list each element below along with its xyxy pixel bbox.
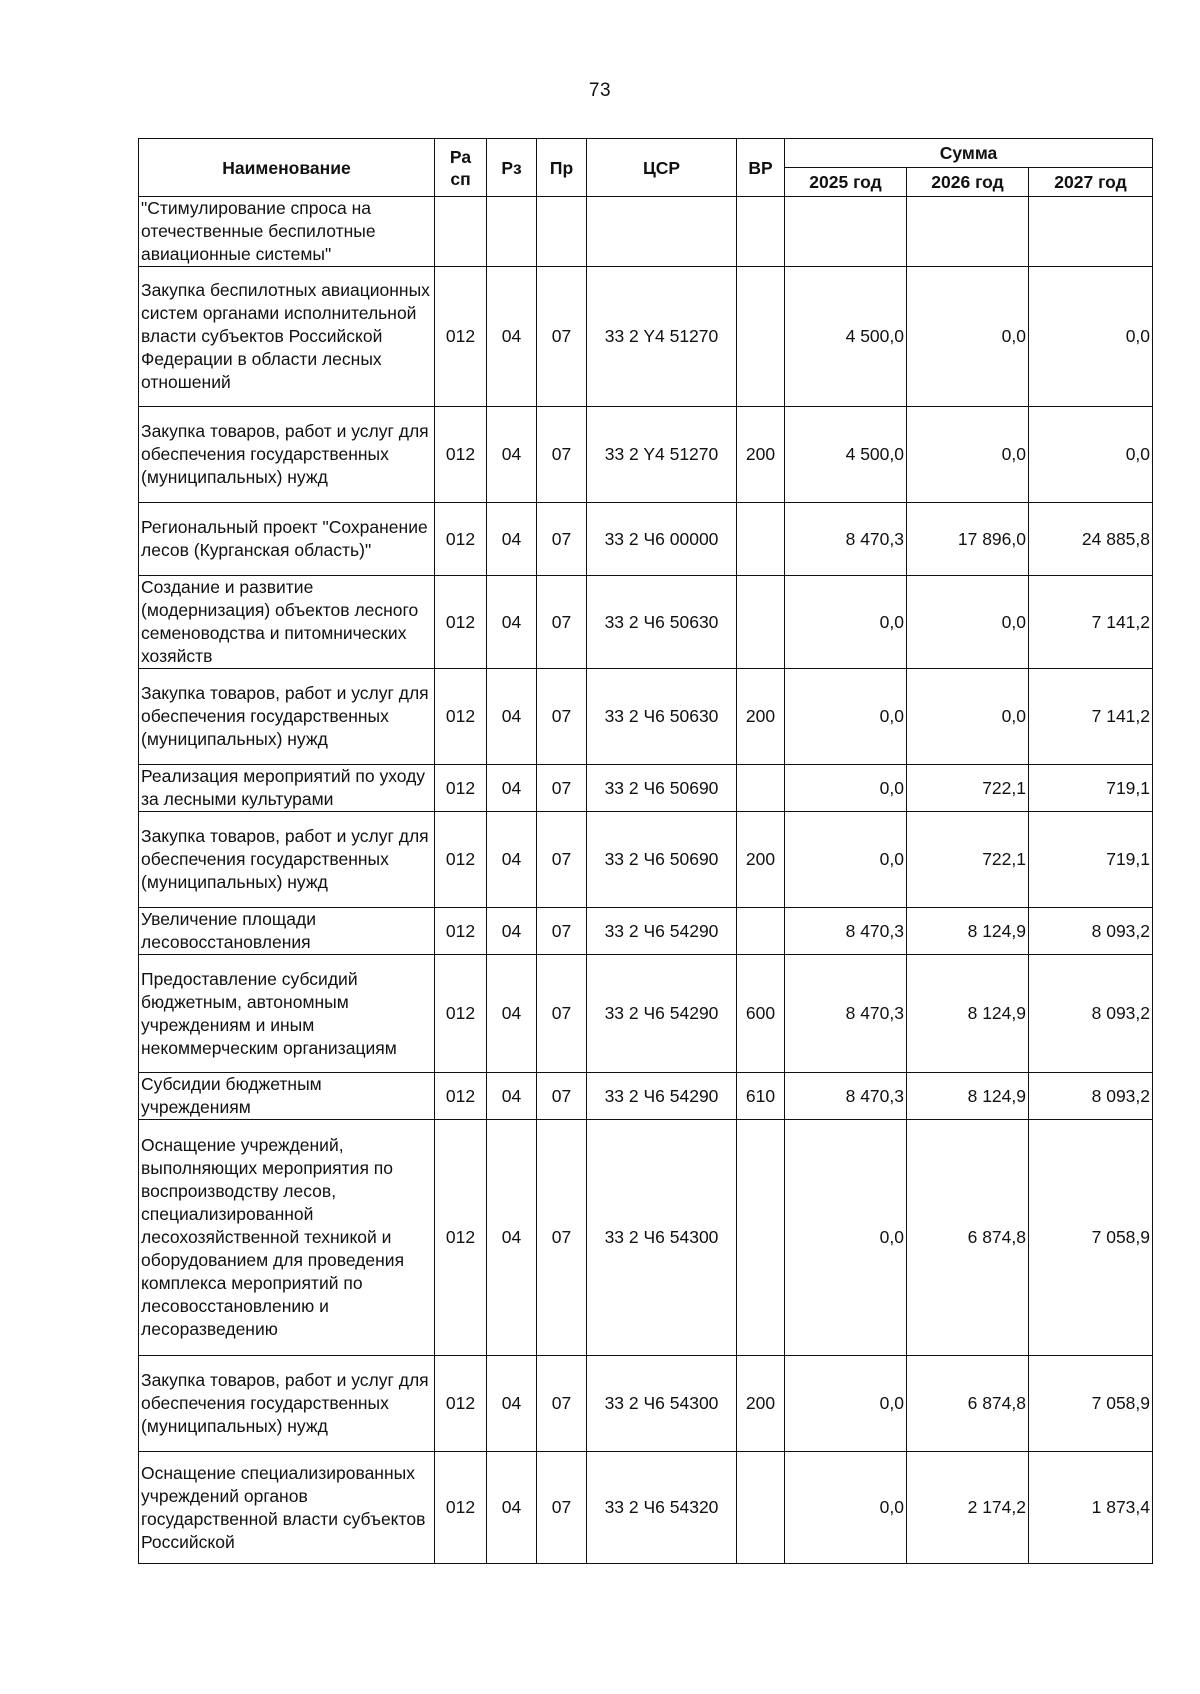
- row-vr: 200: [737, 669, 785, 765]
- table-row: [139, 1356, 1153, 1452]
- row-pr: 07: [537, 1120, 587, 1356]
- row-rasp: 012: [435, 267, 487, 407]
- header-sum: Сумма: [785, 139, 1153, 168]
- row-name: Закупка товаров, работ и услуг для обеспечения государственных (муниципальных) нужд: [139, 1356, 435, 1452]
- row-sum-2027: 0,0: [1029, 267, 1153, 407]
- header-year-2025: 2025 год: [785, 168, 907, 197]
- row-csr: [587, 197, 737, 267]
- row-vr: 200: [737, 1356, 785, 1452]
- row-name: Увеличение площади лесовосстановления: [139, 908, 435, 955]
- table-row: [139, 812, 1153, 908]
- row-vr: [737, 908, 785, 955]
- row-sum-2026: 0,0: [907, 576, 1029, 669]
- row-vr: [737, 1452, 785, 1564]
- row-name: Субсидии бюджетным учреждениям: [139, 1073, 435, 1120]
- row-name: Закупка товаров, работ и услуг для обеспечения государственных (муниципальных) нужд: [139, 669, 435, 765]
- row-sum-2025: 8 470,3: [785, 955, 907, 1073]
- row-vr: [737, 267, 785, 407]
- row-sum-2026: 8 124,9: [907, 908, 1029, 955]
- row-csr: 33 2 Ч6 54300: [587, 1356, 737, 1452]
- row-rasp: 012: [435, 1356, 487, 1452]
- page-number: 73: [588, 80, 612, 101]
- row-sum-2025: 0,0: [785, 1356, 907, 1452]
- table-body: [139, 197, 1153, 1564]
- row-sum-2027: 24 885,8: [1029, 503, 1153, 576]
- row-vr: [737, 576, 785, 669]
- row-csr: 33 2 Ч6 50630: [587, 669, 737, 765]
- row-rasp: 012: [435, 407, 487, 503]
- table-row: [139, 669, 1153, 765]
- header-year-2026: 2026 год: [907, 168, 1029, 197]
- row-sum-2025: 0,0: [785, 669, 907, 765]
- row-rasp: 012: [435, 503, 487, 576]
- row-sum-2026: 0,0: [907, 267, 1029, 407]
- row-rz: 04: [487, 1073, 537, 1120]
- row-name: Создание и развитие (модернизация) объектов лесного семеноводства и питомнических хозяйств: [139, 576, 435, 669]
- row-sum-2027: 8 093,2: [1029, 1073, 1153, 1120]
- row-pr: 07: [537, 908, 587, 955]
- row-rz: 04: [487, 407, 537, 503]
- row-rasp: 012: [435, 1073, 487, 1120]
- row-name: Оснащение учреждений, выполняющих мероприятия по воспроизводству лесов, специализированной лесохозяйственной техникой и оборудованием для проведения комплекса мероприятий по лесовосстановлению и лесоразведению: [139, 1120, 435, 1356]
- row-sum-2026: 0,0: [907, 669, 1029, 765]
- row-sum-2025: 4 500,0: [785, 267, 907, 407]
- row-sum-2025: 4 500,0: [785, 407, 907, 503]
- table-row: [139, 407, 1153, 503]
- row-pr: 07: [537, 576, 587, 669]
- row-vr: [737, 765, 785, 812]
- row-rz: 04: [487, 267, 537, 407]
- row-sum-2025: 8 470,3: [785, 908, 907, 955]
- row-rz: 04: [487, 812, 537, 908]
- row-csr: 33 2 Ч6 50690: [587, 765, 737, 812]
- row-name: Оснащение специализированных учреждений органов государственной власти субъектов Российской: [139, 1452, 435, 1564]
- row-csr: 33 2 Ч6 54290: [587, 908, 737, 955]
- row-csr: 33 2 Y4 51270: [587, 407, 737, 503]
- row-csr: 33 2 Ч6 54320: [587, 1452, 737, 1564]
- row-sum-2027: 0,0: [1029, 407, 1153, 503]
- row-rasp: 012: [435, 908, 487, 955]
- header-csr: ЦСР: [587, 139, 737, 197]
- row-pr: 07: [537, 955, 587, 1073]
- row-sum-2026: 722,1: [907, 765, 1029, 812]
- row-rz: 04: [487, 1120, 537, 1356]
- row-sum-2027: 8 093,2: [1029, 908, 1153, 955]
- row-sum-2027: 7 141,2: [1029, 576, 1153, 669]
- row-rz: [487, 197, 537, 267]
- row-sum-2025: 0,0: [785, 1120, 907, 1356]
- row-sum-2026: 6 874,8: [907, 1120, 1029, 1356]
- row-sum-2027: 7 058,9: [1029, 1120, 1153, 1356]
- row-rz: 04: [487, 503, 537, 576]
- row-csr: 33 2 Ч6 50630: [587, 576, 737, 669]
- header-year-2027: 2027 год: [1029, 168, 1153, 197]
- row-sum-2027: 719,1: [1029, 812, 1153, 908]
- row-csr: 33 2 Ч6 50690: [587, 812, 737, 908]
- header-rasp-line2: сп: [450, 168, 471, 189]
- header-rz: Рз: [487, 139, 537, 197]
- row-pr: 07: [537, 1356, 587, 1452]
- header-rasp: [435, 139, 487, 197]
- row-pr: [537, 197, 587, 267]
- row-pr: 07: [537, 407, 587, 503]
- row-rasp: 012: [435, 576, 487, 669]
- row-csr: 33 2 Ч6 54300: [587, 1120, 737, 1356]
- row-sum-2026: 8 124,9: [907, 1073, 1029, 1120]
- row-vr: 600: [737, 955, 785, 1073]
- row-name: Закупка товаров, работ и услуг для обеспечения государственных (муниципальных) нужд: [139, 812, 435, 908]
- row-sum-2025: 0,0: [785, 1452, 907, 1564]
- row-sum-2027: 719,1: [1029, 765, 1153, 812]
- table-row: [139, 955, 1153, 1073]
- row-name: Региональный проект "Сохранение лесов (Курганская область)": [139, 503, 435, 576]
- row-sum-2026: 722,1: [907, 812, 1029, 908]
- row-pr: 07: [537, 669, 587, 765]
- row-vr: [737, 503, 785, 576]
- row-rz: 04: [487, 576, 537, 669]
- row-csr: 33 2 Ч6 54290: [587, 955, 737, 1073]
- table-row: [139, 267, 1153, 407]
- header-rasp-line1: Ра: [449, 146, 472, 167]
- row-csr: 33 2 Ч6 54290: [587, 1073, 737, 1120]
- row-csr: 33 2 Y4 51270: [587, 267, 737, 407]
- row-vr: 610: [737, 1073, 785, 1120]
- table-row: [139, 765, 1153, 812]
- row-pr: 07: [537, 1452, 587, 1564]
- row-vr: 200: [737, 812, 785, 908]
- row-sum-2025: 8 470,3: [785, 1073, 907, 1120]
- table-row: [139, 197, 1153, 267]
- row-rz: 04: [487, 955, 537, 1073]
- row-csr: 33 2 Ч6 00000: [587, 503, 737, 576]
- row-name: Закупка беспилотных авиационных систем органами исполнительной власти субъектов Российской Федерации в области лесных отношений: [139, 267, 435, 407]
- row-rz: 04: [487, 765, 537, 812]
- row-sum-2027: 1 873,4: [1029, 1452, 1153, 1564]
- row-name: Предоставление субсидий бюджетным, автономным учреждениям и иным некоммерческим организациям: [139, 955, 435, 1073]
- row-rasp: 012: [435, 1120, 487, 1356]
- table-row: [139, 908, 1153, 955]
- row-sum-2025: 0,0: [785, 812, 907, 908]
- row-rasp: 012: [435, 1452, 487, 1564]
- header-pr: Пр: [537, 139, 587, 197]
- row-sum-2027: 8 093,2: [1029, 955, 1153, 1073]
- row-sum-2026: 6 874,8: [907, 1356, 1029, 1452]
- budget-table: [138, 138, 1153, 1564]
- row-sum-2027: 7 058,9: [1029, 1356, 1153, 1452]
- row-rasp: 012: [435, 955, 487, 1073]
- row-sum-2025: 0,0: [785, 576, 907, 669]
- row-pr: 07: [537, 267, 587, 407]
- row-sum-2025: 8 470,3: [785, 503, 907, 576]
- row-sum-2027: [1029, 197, 1153, 267]
- header-vr: ВР: [737, 139, 785, 197]
- table-row: [139, 1073, 1153, 1120]
- row-rasp: [435, 197, 487, 267]
- row-pr: 07: [537, 812, 587, 908]
- table-row: [139, 576, 1153, 669]
- row-vr: [737, 1120, 785, 1356]
- row-sum-2026: 8 124,9: [907, 955, 1029, 1073]
- row-pr: 07: [537, 503, 587, 576]
- row-sum-2026: 2 174,2: [907, 1452, 1029, 1564]
- table-row: [139, 1120, 1153, 1356]
- row-sum-2027: 7 141,2: [1029, 669, 1153, 765]
- row-rz: 04: [487, 1356, 537, 1452]
- row-rasp: 012: [435, 812, 487, 908]
- row-vr: [737, 197, 785, 267]
- row-sum-2026: [907, 197, 1029, 267]
- row-sum-2026: 17 896,0: [907, 503, 1029, 576]
- row-name: "Стимулирование спроса на отечественные беспилотные авиационные системы": [139, 197, 435, 267]
- row-name: Реализация мероприятий по уходу за лесными культурами: [139, 765, 435, 812]
- table-row: [139, 503, 1153, 576]
- row-rz: 04: [487, 908, 537, 955]
- row-rasp: 012: [435, 669, 487, 765]
- row-rz: 04: [487, 669, 537, 765]
- table-row: [139, 1452, 1153, 1564]
- row-sum-2026: 0,0: [907, 407, 1029, 503]
- row-pr: 07: [537, 765, 587, 812]
- header-name: Наименование: [139, 139, 435, 197]
- row-name: Закупка товаров, работ и услуг для обеспечения государственных (муниципальных) нужд: [139, 407, 435, 503]
- row-sum-2025: [785, 197, 907, 267]
- row-rasp: 012: [435, 765, 487, 812]
- row-rz: 04: [487, 1452, 537, 1564]
- row-vr: 200: [737, 407, 785, 503]
- row-pr: 07: [537, 1073, 587, 1120]
- row-sum-2025: 0,0: [785, 765, 907, 812]
